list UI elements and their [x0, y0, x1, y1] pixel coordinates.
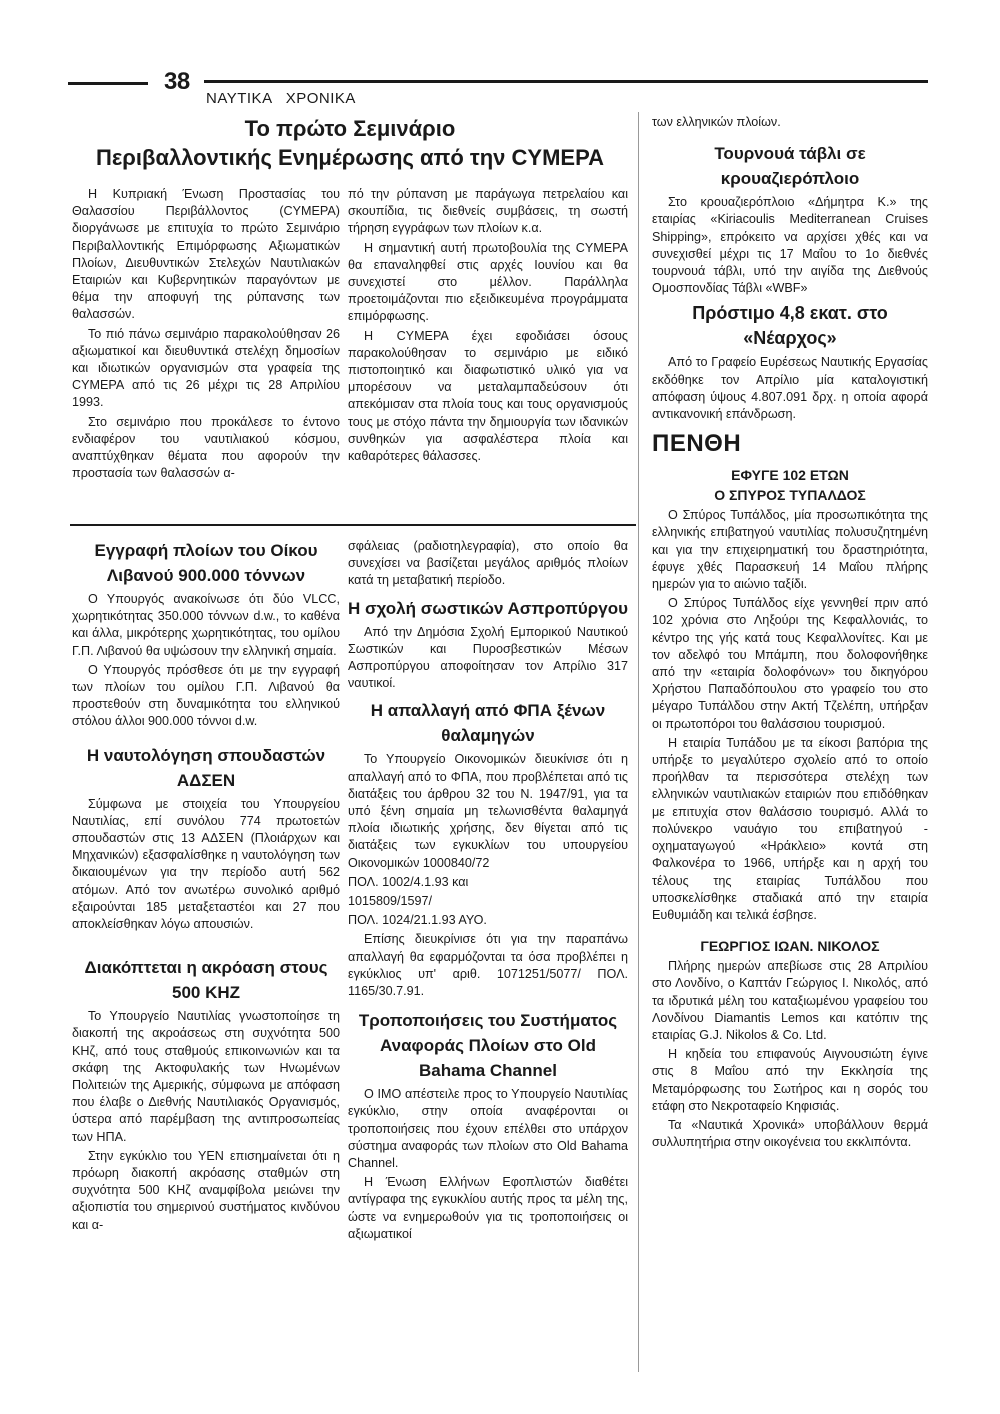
paragraph: Η Κυπριακή Ένωση Προστασίας του Θαλασσίου Περιβάλλοντος (CYMEPA) διοργάνωσε με επιτυχία το πρώτο Σεμινάριο Περιβαλλοντικής Επιμόρφωσης Αξιωματικών Πλοίων, Διευθυντικών Στελεχών Ναυτιλιακών Εταιριών και Κυβερνητικών παραγόντων με θέμα την αποφυγή της ρύπανσης των θαλασσών.	[72, 187, 340, 322]
article-title-fine: Πρόστιμο 4,8 εκατ. στο «Νέαρχος»	[692, 303, 888, 349]
lead-title-line2: Περιβαλλοντικής Ενημέρωσης από την CYMEPA	[95, 145, 605, 170]
lead-article-col2	[348, 186, 628, 467]
paragraph: Ο Σπύρος Τυπάλδος είχε γεννηθεί πριν από 102 χρόνια στο Ληξούρι της Κεφαλλονιάς, το κέντρο της γής κατά τους Κεφαλλονίτες. Και με τον αδελφό του Μπάμπη, που δολοφονήθηκε από την «εταιρία δολοφόνων» του δικηγόρου Χρήστου Παπαδόπουλου στο γραφείο του στο μέγαρο Τυπάλδου στην Ακτή Τζελέπη, υπήρξαν οι πρωτοπόροι του θαλάσσιου τουρισμού.	[652, 596, 928, 731]
paragraph: ΠΟΛ. 1024/21.1.93 ΑΥΟ.	[348, 913, 487, 928]
article-title-bahama: Τροποποιήσεις του Συστήματος Αναφοράς Πλοίων στο Old Bahama Channel	[358, 1011, 618, 1081]
article-title-livanos: Εγγραφή πλοίων του Οίκου Λιβανού 900.000 τόννων	[94, 541, 318, 585]
paragraph: Το πιό πάνω σεμινάριο παρακολούθησαν 26 αξιωματικοί και διευθυντικά στελέχη δημοσίων και ιδιωτικών οργανισμών στα γραφεία της CYMEPA από τις 26 μέχρι τις 28 Απριλίου 1993.	[72, 326, 340, 410]
paragraph: 1015809/1597/	[348, 894, 433, 909]
header-rule-right	[204, 80, 928, 83]
obituary-title-typaldos	[652, 465, 928, 505]
article-title-tavli: Τουρνουά τάβλι σε κρουαζιερόπλοιο	[714, 144, 866, 189]
paragraph: Στο σεμινάριο που προκάλεσε το έντονο ενδιαφέρον του ναυτιλιακού κόσμου, αναπτύχθηκαν θέματα που αφορούν την προστασία των θαλασσών α-	[72, 414, 340, 481]
paragraph: Από την Δημόσια Σχολή Εμπορικού Ναυτικού Σωστικών και Πυροσβεστικών Μέσων Ασπροπύργου αποφοίτησαν τον Απρίλιο 317 ναυτικοί.	[348, 624, 628, 691]
paragraph: Ο ΙΜΟ απέστειλε προς το Υπουργείο Ναυτιλίας εγκύκλιο, στην οποία αναφέρονται οι τροποποιήσεις που έχουν επέλθει στο υπάρχον σύστημα αναφοράς των πλοίων στο Old Bahama Channel.	[348, 1087, 628, 1171]
paragraph: Η εταιρία Τυπάδου με τα είκοσι βαπόρια της υπήρξε το μεγαλύτερο σχολείο από το οποίο προήλθαν τα περισσότερα στελέχη των ελληνικών ναυτιλιακών εταιριών που επιδόθηκαν με επιτυχία στον θαλάσσιο τουρισμό. Αλλά το πολύνεκρο ναυάγιο του επιβατηγού - οχηματαγωγού «Ηράκλειο» κοντά στη Φαλκονέρα το 1966, υπήρξε και η αρχή του τέλους της εταιρίας Τυπάλδου που υποσκελίσθηκε σταδιακά από την εταιρία Ευθυμιάδη και τελικά έσβησε.	[652, 735, 928, 922]
lead-article-title	[70, 114, 630, 172]
paragraph: Ο Σπύρος Τυπάλδος, μία προσωπικότητα της ελληνικής επιβατηγού ναυτιλίας πολυσυζητημένη και για την επιχειρηματική του δραστηριότητα, έφυγε χθές Παρασκευή 14 Μαΐου πλήρης ημερών για το αιώνιο ταξίδι.	[652, 508, 928, 592]
article-title-adsen: Η ναυτολόγηση σπουδαστών ΑΔΣΕΝ	[86, 745, 326, 790]
paragraph: ΠΟΛ. 1002/4.1.93 και	[348, 874, 469, 889]
paragraph: Η Ένωση Ελλήνων Εφοπλιστών διαθέτει αντίγραφα της εγκυκλίου αυτής προς τα μέλη της, ώστε να ενημερωθούν για τις τροποποιήσεις οι αξιωματικοί	[348, 1175, 628, 1241]
lead-title-line1: Το πρώτο Σεμινάριο	[244, 116, 456, 141]
article-title-fpa: Η απαλλαγή από ΦΠΑ ξένων θαλαμηγών	[370, 701, 606, 746]
paragraph: Στην εγκύκλιο του ΥΕΝ επισημαίνεται ότι η πρόωρη διακοπή ακρόασης σταθμών στη συχνότητα 500 ΚΗζ αναμφίβολα μειώνει την αξιοπιστία του σημερινού συστήματος κινδύνου και α-	[72, 1148, 340, 1232]
paragraph: Από το Γραφείο Ευρέσεως Ναυτικής Εργασίας εκδόθηκε τον Απρίλιο μία καταλογιστική απόφαση ύψους 4.807.091 δρχ. η οποία αφορά αντικανονική επάνδρωση.	[652, 355, 928, 422]
paragraph: Τα «Ναυτικά Χρονικά» υποβάλλουν θερμά συλλυπητήρια στην οικογένεια του εκκλιπόντα.	[652, 1117, 928, 1150]
page-number: 38	[164, 68, 190, 95]
paragraph: Η CYMEPA έχει εφοδιάσει όσους παρακολούθησαν το σεμινάριο με ειδικό πιστοποιητικό και διαφωτιστικό υλικό για να μπορέσουν να μεταλαμπαδεύσουν ότι απεκόμισαν στα πλοία τους και τους οργανισμούς τους με στόχο πάντα την δημιουργία των ιδανικών συνθηκών για ασφαλέστερα πλοία και καθαρότερες θάλασσες.	[348, 328, 628, 464]
section-title-obituaries: ΠΕΝΘΗ	[652, 430, 742, 458]
right-column	[652, 114, 928, 1153]
paragraph: Η κηδεία του επιφανούς Αιγνουσιώτη έγινε στις 8 Μαΐου από την Εκκλησία της Μεταμόρφωσης του Σωτήρος και η σορός του ετάφη στο Νεκροταφείο Κηφισιάς.	[652, 1047, 928, 1113]
paragraph: Στο κρουαζιερόπλοιο «Δήμητρα Κ.» της εταιρίας «Kiriacoulis Mediterranean Cruises Shipping», επρόκειτο να αρχίσει χθές και να συνεχισθεί μέχρι τις 17 Μαΐου το 1ο διεθνές τουρνουά τάβλι, υπό την αιγίδα της Διεθνούς Ομοσπονδίας Τάβλι «WBF»	[652, 195, 928, 296]
section-divider	[70, 524, 636, 526]
header-rule-left	[68, 82, 148, 85]
obituary-title-line2: Ο ΣΠΥΡΟΣ ΤΥΠΑΛΔΟΣ	[714, 487, 866, 504]
paragraph: Ο Υπουργός ανακοίνωσε ότι δύο VLCC, χωρητικότητας 350.000 τόννων d.w., το καθένα και άλλα, μικρότερης χωρητικότητας, του ομίλου Γ.Π. Λιβανού θα υψώσουν την ελληνική σημαία.	[72, 592, 340, 658]
paragraph: Το Υπουργείο Ναυτιλίας γνωστοποίησε τη διακοπή της ακροάσεως στη συχνότητα 500 ΚΗζ, από τους σταθμούς επικοινωνιών και τα σκάφη της Ακτοφυλακής των Ηνωμένων Πολιτειών της Αμερικής, σύμφωνα με απόφαση που έλαβε ο Διεθνής Ναυτιλιακός Οργανισμός, ύστερα από παρέμβαση της αντιπροσωπείας των ΗΠΑ.	[72, 1009, 340, 1144]
article-title-500khz: Διακόπτεται η ακρόαση στους 500 KHZ	[84, 958, 328, 1003]
lead-article-col1	[72, 186, 340, 484]
paragraph: Επίσης διευκρίνισε ότι για την παραπάνω απαλλαγή θα εφαρμόζονται τα όσα προβλέπει η εγκύκλιος υπ' αριθ. 1071251/5077/ ΠΟΛ. 1165/30.7.91.	[348, 932, 628, 999]
article-title-aspropyrgos: Η σχολή σωστικών Ασπροπύργου	[348, 598, 629, 618]
column-divider	[638, 112, 639, 1372]
lower-column-1	[72, 534, 340, 1236]
paragraph: Πλήρης ημερών απεβίωσε στις 28 Απριλίου στο Λονδίνο, ο Καπτάν Γεώργιος Ι. Νικολός, από τα ιδρυτικά μέλη του καταξιωμένου γραφείου του Λονδίνου Diamantis Lemos και κατόπιν της εταιρίας G.J. Nikolos & Co. Ltd.	[652, 959, 928, 1042]
obituary-title-line1: ΕΦΥΓΕ 102 ΕΤΩΝ	[731, 467, 849, 484]
lower-column-2	[348, 538, 628, 1245]
obituary-title-nikolos: ΓΕΩΡΓΙΟΣ ΙΩΑΝ. ΝΙΚΟΛΟΣ	[700, 938, 880, 955]
paragraph: πό την ρύπανση με παράγωγα πετρελαίου και σκουπίδια, τις διεθνείς συμβάσεις, τη σωστή τήρηση εγγράφων των πλοίων κ.α.	[348, 187, 628, 236]
paragraph: Η σημαντική αυτή πρωτοβουλία της CYMEPA θα επαναληφθεί στις αρχές Ιουνίου και θα συνεχιστεί στο μέλλον. Παράλληλα προετοιμάζονται πιο εξειδικευμένα προγράμματα επιμόρφωσης.	[348, 240, 628, 324]
paragraph: Το Υπουργείο Οικονομικών διευκίνισε ότι η απαλλαγή από το ΦΠΑ, που προβλέπεται από τις διατάξεις του άρθρου 32 του Ν. 1947/91, για τα υπό ξένη σημαία μη τελωνισθέντα θαλαμηγά πλοία ιδιωτικής χρήσης, δεν θίγεται από τις διατάξεις των εγκυκλίων του υπουργείου Οικονομικών 1000840/72	[348, 752, 628, 870]
paragraph: Ο Υπουργός πρόσθεσε ότι με την εγγραφή των πλοίων του ομίλου Γ.Π. Λιβανού θα προστεθούν στη δυναμικότητα του ελληνικού στόλου άλλοι 900.000 τόννοι d.w.	[72, 662, 340, 729]
paragraph: σφάλειας (ραδιοτηλεγραφία), στο οποίο θα συνεχίσει να βασίζεται μεγάλος αριθμός πλοίων κατά τη μεταβατική περίοδο.	[348, 539, 628, 588]
paragraph: Σύμφωνα με στοιχεία του Υπουργείου Ναυτιλίας, επί συνόλου 774 πρωτοετών σπουδαστών στις 13 ΑΔΣΕΝ (Πλοιάρχων και Μηχανικών) εξασφαλίσθηκε η ναυτολόγηση των δικαιουμένων για την περίοδο αυτή 562 ατόμων. Από τον ανωτέρω συνολικό αριθμό εξαιρούνται 185 μεταξεταστέοι και 27 που αποκλείσθηκαν λόγω απουσιών.	[72, 796, 340, 932]
publication-name: ΝΑΥΤΙΚΑ ΧΡΟΝΙΚΑ	[206, 90, 356, 107]
paragraph: των ελληνικών πλοίων.	[652, 115, 781, 129]
